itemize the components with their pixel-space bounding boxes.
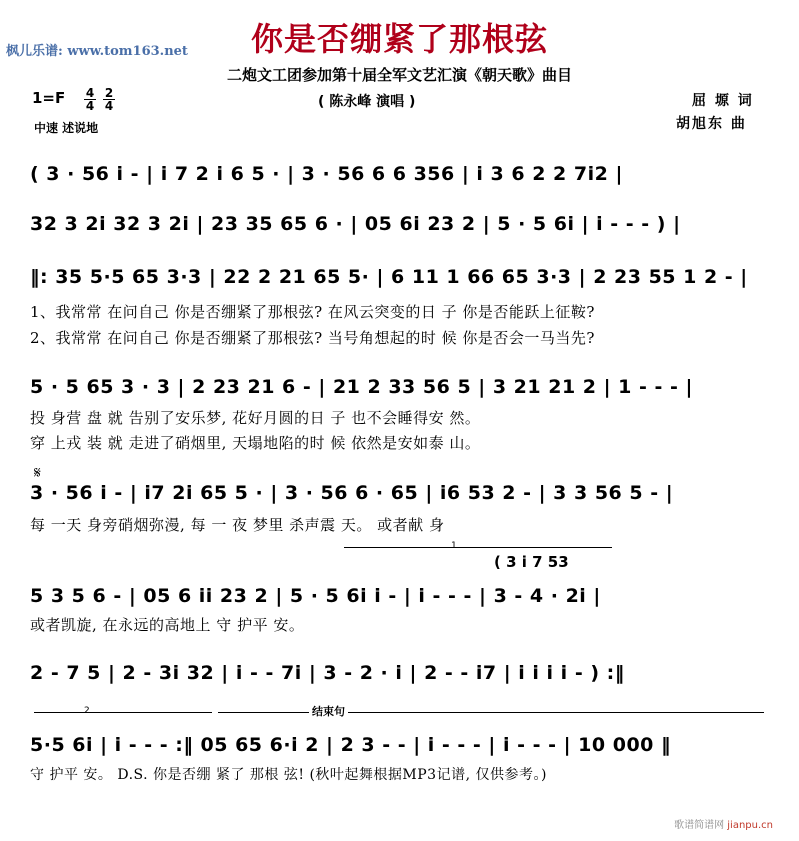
- lyrics-line5: 每 一天 身旁硝烟弥漫, 每 一 夜 梦里 杀声震 天。 或者献 身: [30, 516, 445, 534]
- time-signature-2: 2 4: [104, 86, 114, 113]
- lyrics-verse1-line4: 投 身营 盘 就 告别了安乐梦, 花好月圆的日 子 也不会睡得安 然。: [30, 409, 481, 427]
- notation-line-3: ‖: 35 5·5 65 3·3 | 22 2 21 65 5· | 6 11 1 66 65 3·3 | 2 23 55 1 2 - |: [30, 266, 748, 288]
- notation-line-8: 5·5 6i | i - - - :‖ 05 65 6·i 2 | 2 3 - - | i - - - | i - - - | 10 000 ‖: [30, 734, 672, 756]
- subtitle: 二炮文工团参加第十届全军文艺汇演《朝天歌》曲目: [226, 66, 572, 84]
- volta-2-bracket: [34, 712, 212, 713]
- lyrics-verse2-line3: 2、我常常 在问自己 你是否绷紧了那根弦? 当号角想起的时 候 你是否会一马当先?: [30, 329, 595, 347]
- tempo-marking: 中速 述说地: [34, 121, 99, 135]
- site-label: 枫儿乐谱: www.tom163.net: [6, 44, 188, 59]
- volta-1-bracket: [344, 547, 612, 548]
- lyrics-line6: 或者凯旋, 在永远的高地上 守 护平 安。: [30, 616, 305, 634]
- lyrics-verse2-line4: 穿 上戎 装 就 走进了硝烟里, 天塌地陷的时 候 依然是安如泰 山。: [30, 434, 481, 452]
- ending-bracket: [218, 712, 764, 713]
- notation-line-2: 32 3 2i 32 3 2i | 23 35 65 6 · | 05 6i 23 2 | 5 · 5 6i | i - - - ) |: [30, 213, 681, 235]
- notation-line-7: 2 - 7 5 | 2 - 3i 32 | i - - 7i | 3 - 2 · i | 2 - - i7 | i i i i - ) :‖: [30, 662, 625, 684]
- lyricist: 屈 塬 词: [692, 93, 754, 109]
- watermark: 歌谱简谱网 jianpu.cn: [674, 820, 773, 831]
- volta-2-number: 2: [84, 706, 90, 716]
- key-signature: 1=F: [32, 89, 66, 107]
- lyrics-verse1-line3: 1、我常常 在问自己 你是否绷紧了那根弦? 在风云突变的日 子 你是否能跃上征鞍?: [30, 303, 595, 321]
- end-phrase-label: 结束句: [309, 703, 348, 719]
- song-title: 你是否绷紧了那根弦: [250, 20, 548, 58]
- notation-line-5: 3 · 56 i - | i7 2i 65 5 · | 3 · 56 6 · 65 | i6 53 2 - | 3 3 56 5 - |: [30, 482, 674, 504]
- singer: ( 陈永峰 演唱 ): [318, 94, 416, 110]
- time-signature-1: 4 4: [85, 86, 95, 113]
- notation-line-6: 5 3 5 6 - | 05 6 ii 23 2 | 5 · 5 6i i - | i - - - | 3 - 4 · 2i |: [30, 585, 601, 607]
- coda-note: ( 3 i 7 53: [494, 553, 569, 571]
- lyrics-line8: 守 护平 安。 D.S. 你是否绷 紧了 那根 弦! (秋叶起舞根据MP3记谱, 仅供参考。): [30, 767, 547, 783]
- notation-line-4: 5 · 5 65 3 · 3 | 2 23 21 6 - | 21 2 33 56 5 | 3 21 21 2 | 1 - - - |: [30, 376, 693, 398]
- volta-1-number: 1: [451, 541, 457, 551]
- composer: 胡旭东 曲: [676, 116, 747, 132]
- segno-sign: 𝄋: [34, 463, 41, 482]
- notation-line-1: ( 3 · 56 i - | i 7 2 i 6 5 · | 3 · 56 6 6 356 | i 3 6 2 2 7i2 |: [30, 163, 623, 185]
